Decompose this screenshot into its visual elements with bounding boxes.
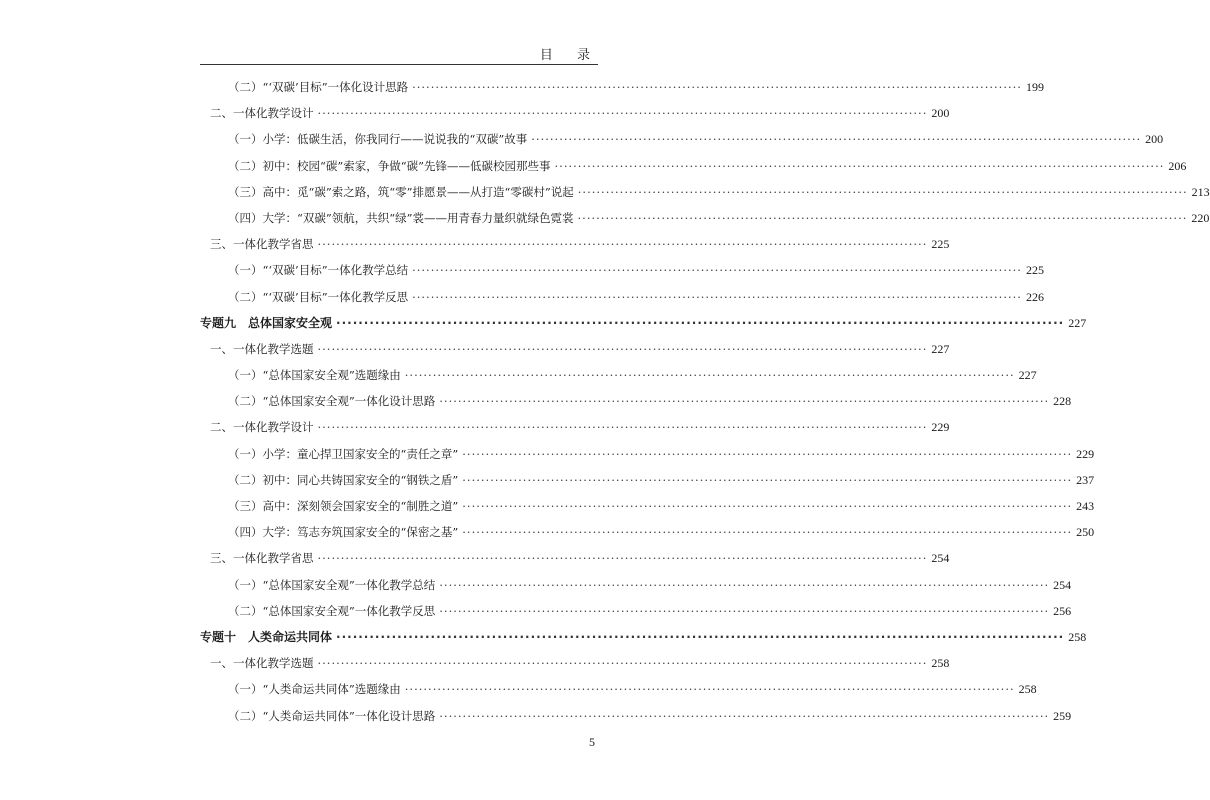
dot-leader	[405, 362, 1015, 388]
toc-section-row	[200, 545, 950, 571]
toc-entry-page: 225	[931, 237, 950, 252]
dot-leader	[462, 441, 1072, 467]
toc-entry-page: 243	[1076, 499, 1095, 513]
toc-entry-title: （三）高中：深刻领会国家安全的“制胜之道”	[228, 499, 459, 513]
toc-entry-title: 一、一体化教学选题	[210, 341, 314, 356]
toc-subsection-row	[200, 179, 1210, 205]
toc-entry-page: 250	[1076, 525, 1095, 540]
toc-entry-title: （四）大学：笃志夯筑国家安全的“保密之基”	[228, 525, 459, 540]
toc-section-row	[200, 336, 950, 362]
toc-entry-title: 三、一体化教学省思	[210, 237, 314, 252]
toc-entry-title: （二）“总体国家安全观”一体化教学反思	[228, 603, 436, 618]
dot-leader	[462, 493, 1072, 519]
toc-entry-title: （一）小学：童心捍卫国家安全的“责任之章”	[228, 446, 459, 461]
toc-entry-page: 258	[931, 656, 950, 671]
dot-leader	[439, 703, 1049, 729]
dot-leader	[439, 572, 1049, 598]
dot-leader	[318, 414, 928, 440]
toc-section-row	[200, 650, 950, 676]
toc-entry-title: 专题九 总体国家安全观	[200, 315, 333, 330]
toc-entry-title: （三）高中：觅“碳”索之路，筑“零”排愿景——从打造“零碳村”说起	[228, 184, 574, 199]
toc-entry-title: （一）“人类命运共同体”选题缘由	[228, 682, 401, 697]
toc-subsection-row	[200, 572, 1072, 598]
toc-entry-page: 227	[1068, 315, 1087, 330]
toc-entry-title: 专题十 人类命运共同体	[200, 629, 333, 644]
toc-subsection-row	[200, 284, 1044, 310]
toc-entry-page: 254	[1053, 577, 1072, 592]
toc-chapter-row	[200, 310, 1087, 336]
toc-entry-page: 220	[1191, 210, 1210, 225]
toc-entry-title: 二、一体化教学设计	[210, 420, 314, 435]
toc-subsection-row	[200, 467, 1095, 493]
toc-entry-page: 229	[931, 420, 950, 435]
toc-entry-page: 200	[931, 106, 950, 121]
toc-subsection-row	[200, 703, 1072, 729]
header-rule	[200, 64, 598, 65]
dot-leader	[439, 598, 1049, 624]
toc-entry-title: （一）“总体国家安全观”选题缘由	[228, 368, 401, 383]
toc-entry-page: 254	[931, 551, 950, 566]
dot-leader	[318, 231, 928, 257]
toc-subsection-row	[200, 388, 1072, 414]
toc-entry-title: （一）“总体国家安全观”一体化教学总结	[228, 577, 436, 592]
toc-chapter-row	[200, 624, 1087, 650]
toc-entry-page: 225	[1025, 263, 1044, 278]
toc-entry-title: （四）大学：“双碳”领航，共织“绿”裳——用青春力量织就绿色霓裳	[228, 210, 574, 225]
toc-subsection-row	[200, 257, 1044, 283]
toc-entry-page: 258	[1018, 682, 1037, 697]
toc-section-row	[200, 100, 950, 126]
toc-entry-title: 三、一体化教学省思	[210, 551, 314, 566]
toc-entry-page: 227	[931, 341, 950, 356]
dot-leader	[336, 624, 1064, 650]
dot-leader	[578, 205, 1188, 231]
toc-entry-page: 256	[1053, 603, 1072, 618]
toc-entry-page: 200	[1145, 132, 1164, 147]
dot-leader	[462, 519, 1072, 545]
toc-subsection-row	[200, 598, 1072, 624]
dot-leader	[336, 310, 1064, 336]
dot-leader	[555, 153, 1165, 179]
toc-entry-title: （二）初中：校园“碳”索家，争做“碳”先锋——低碳校园那些事	[228, 158, 551, 173]
toc-subsection-row	[200, 362, 1037, 388]
dot-leader	[318, 100, 928, 126]
page-number: 5	[589, 735, 595, 749]
toc-subsection-row	[200, 126, 1164, 152]
toc-entry-page: 227	[1018, 368, 1037, 383]
toc-entry-title: （二）“人类命运共同体”一体化设计思路	[228, 708, 436, 723]
toc-entry-title: （二）“‘双碳’目标”一体化教学反思	[228, 289, 409, 304]
toc-entry-title: （二）“‘双碳’目标”一体化设计思路	[228, 80, 409, 94]
dot-leader	[531, 126, 1141, 152]
toc-entry-title: （二）“总体国家安全观”一体化设计思路	[228, 394, 436, 409]
toc-entry-page: 237	[1076, 472, 1095, 487]
toc-subsection-row	[200, 74, 1044, 100]
toc-section-row	[200, 414, 950, 440]
dot-leader	[439, 388, 1049, 414]
dot-leader	[412, 74, 1022, 100]
toc-entry-page: 229	[1076, 446, 1095, 461]
dot-leader	[578, 179, 1188, 205]
toc-entry-title: （一）小学：低碳生活，你我同行——说说我的“双碳”故事	[228, 132, 528, 147]
toc-entry-page: 258	[1068, 629, 1087, 644]
dot-leader	[318, 336, 928, 362]
dot-leader	[405, 676, 1015, 702]
toc-entry-page: 206	[1168, 158, 1187, 173]
toc-subsection-row	[200, 519, 1095, 545]
toc-section-row	[200, 231, 950, 257]
toc-entry-page: 226	[1025, 289, 1044, 304]
toc-subsection-row	[200, 205, 1210, 231]
toc-entry-page: 259	[1053, 708, 1072, 723]
toc-subsection-row	[200, 441, 1095, 467]
dot-leader	[412, 257, 1022, 283]
toc-subsection-row	[200, 153, 1187, 179]
dot-leader	[412, 284, 1022, 310]
toc-entry-title: 二、一体化教学设计	[210, 106, 314, 121]
toc-entry-title: 一、一体化教学选题	[210, 656, 314, 671]
running-header: 目 录	[539, 48, 600, 63]
table-of-contents	[200, 74, 1210, 729]
dot-leader	[318, 650, 928, 676]
toc-entry-title: （一）“‘双碳’目标”一体化教学总结	[228, 263, 409, 278]
toc-entry-page: 228	[1053, 394, 1072, 409]
toc-subsection-row	[200, 676, 1037, 702]
toc-subsection-row	[200, 493, 1095, 519]
dot-leader	[462, 467, 1072, 493]
toc-entry-page: 199	[1025, 80, 1044, 94]
toc-entry-title: （二）初中：同心共铸国家安全的“钢铁之盾”	[228, 472, 459, 487]
dot-leader	[318, 545, 928, 571]
toc-entry-page: 213	[1191, 184, 1210, 199]
